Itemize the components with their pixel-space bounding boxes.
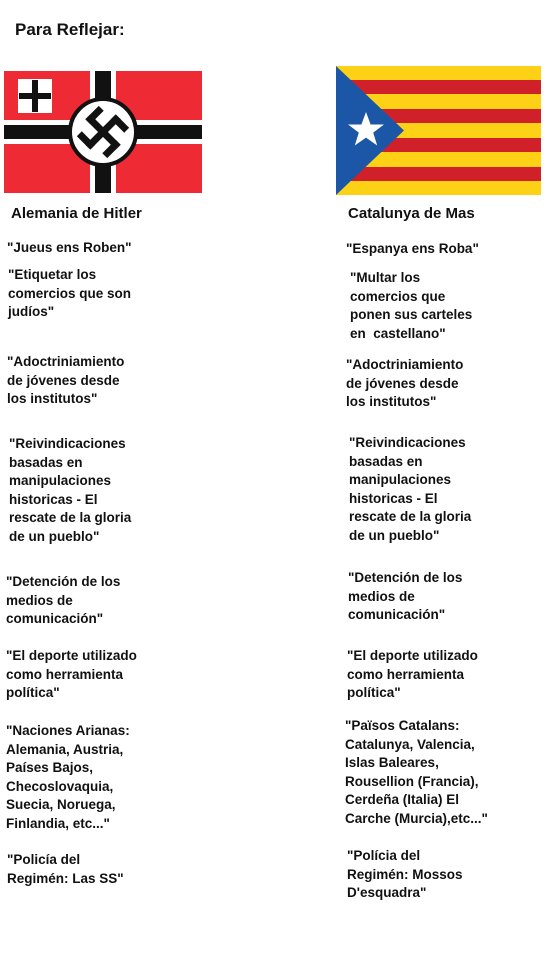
right-item: "Polícia del Regimén: Mossos D'esquadra" [347, 848, 463, 900]
left-heading: Alemania de Hitler [11, 205, 142, 222]
right-item: "Reivindicaciones basadas en manipulaciones historicas - El rescate de la gloria de un pueblo" [349, 435, 472, 543]
right-item: "Adoctriniamiento de jóvenes desde los institutos" [346, 357, 464, 409]
page-title: Para Reflejar: [15, 20, 125, 39]
right-item: "Detención de los medios de comunicación" [348, 570, 463, 622]
estelada-flag-icon [336, 66, 541, 195]
left-item: "Etiquetar los comercios que son judíos" [8, 267, 132, 319]
right-item: "Multar los comercios que ponen sus carteles en castellano" [350, 270, 473, 341]
left-item: "Reivindicaciones basadas en manipulaciones historicas - El rescate de la gloria de un pueblo" [9, 436, 132, 544]
left-item: "Detención de los medios de comunicación" [6, 574, 121, 626]
left-item: "Naciones Arianas: Alemania, Austria, Países Bajos, Checoslovaquia, Suecia, Noruega, Finlandia, etc..." [6, 723, 130, 831]
left-item: "Adoctriniamiento de jóvenes desde los institutos" [7, 354, 125, 406]
left-item: "El deporte utilizado como herramienta política" [6, 648, 137, 700]
left-item: "Policía del Regimén: Las SS" [7, 852, 124, 886]
right-item: "Països Catalans: Catalunya, Valencia, Islas Baleares, Rousellion (Francia), Cerdeña (Italia) El Carche (Murcia),etc..." [345, 718, 488, 826]
right-heading: Catalunya de Mas [348, 205, 475, 222]
right-item: "Espanya ens Roba" [346, 241, 479, 256]
left-item: "Jueus ens Roben" [7, 240, 132, 255]
war-ensign-flag-icon [4, 71, 202, 193]
right-item: "El deporte utilizado como herramienta política" [347, 648, 478, 700]
